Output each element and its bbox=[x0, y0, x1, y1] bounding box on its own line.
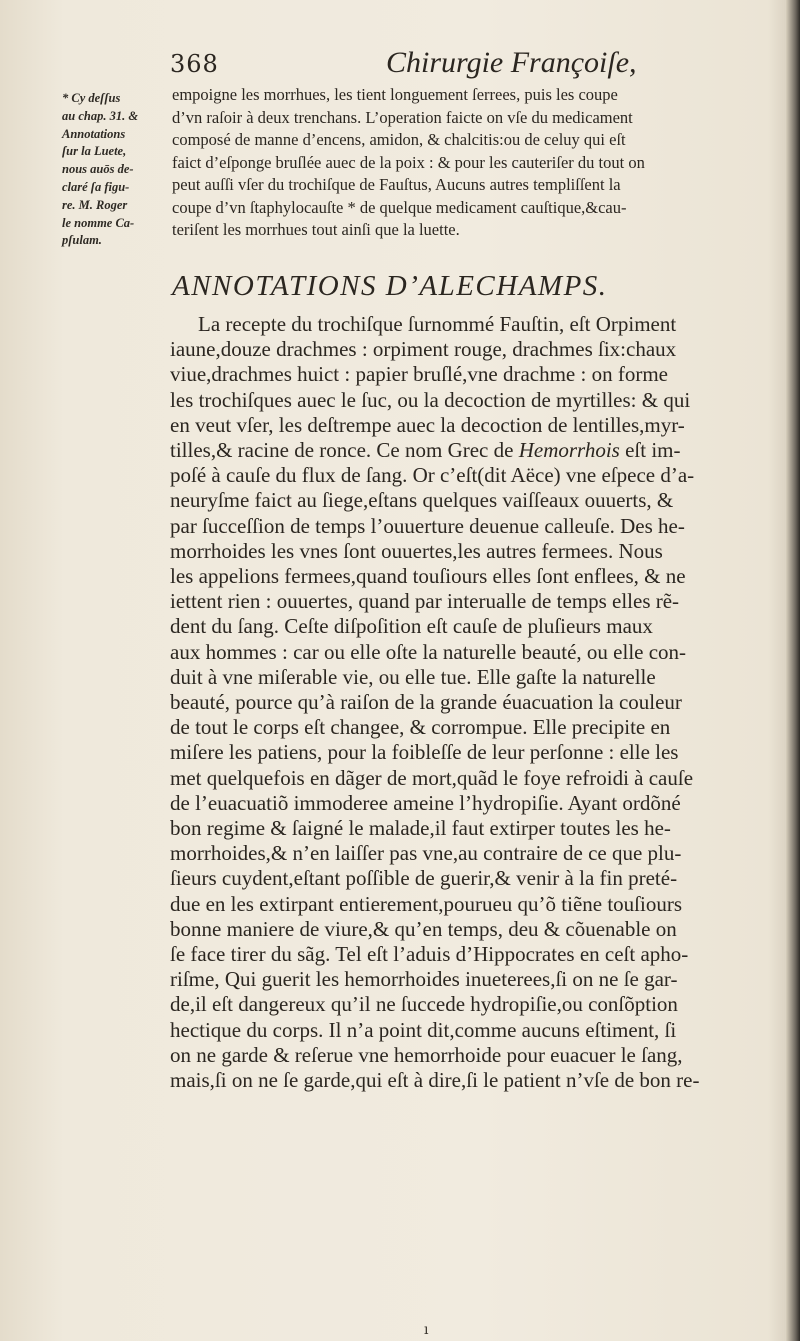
text-line: bonne maniere de viure,& qu’en temps, deu & cõuenable on bbox=[170, 916, 677, 941]
text-line: coupe d’vn ſtaphylocauſte * de quelque medicament cauſtique,&cau- bbox=[172, 197, 627, 217]
text-line: dent du ſang. Ceſte diſpoſition eſt cauſe de pluſieurs maux bbox=[170, 614, 653, 639]
text-line: iaune,douze drachmes : orpiment rouge, drachmes ſix:chaux bbox=[170, 337, 677, 362]
top-paragraph bbox=[172, 84, 772, 242]
text-line: poſé à cauſe du flux de ſang. Or c’eſt(dit Aëce) vne eſpece d’a- bbox=[170, 463, 695, 488]
text-line: ſe face tirer du sãg. Tel eſt l’aduis d’Hippocrates en ceſt apho- bbox=[170, 942, 689, 967]
main-paragraph bbox=[170, 312, 780, 1093]
margin-note-line: Annotations bbox=[62, 126, 126, 141]
italic-word: Hemorrhois bbox=[518, 438, 620, 463]
margin-note-line: pſulam. bbox=[62, 233, 102, 248]
margin-note-line: nous auōs de- bbox=[62, 162, 134, 177]
text-line: de l’euacuatiõ immoderee ameine l’hydropiſie. Ayant ordõné bbox=[170, 790, 681, 815]
running-head: Chirurgie Françoiſe, bbox=[386, 46, 637, 79]
text-line: les appelions fermees,quand touſiours elles ſont enflees, & ne bbox=[170, 564, 686, 589]
text-line: riſme, Qui guerit les hemorrhoides inueterees,ſi on ne ſe gar- bbox=[170, 967, 678, 992]
page-header bbox=[170, 46, 770, 86]
page-number: 368 bbox=[170, 50, 219, 78]
text-line: en veut vſer, les deſtrempe auec la decoction de lentilles,myr- bbox=[170, 412, 685, 437]
text-line: mais,ſi on ne ſe garde,qui eſt à dire,ſi le patient n’vſe de bon re- bbox=[170, 1068, 700, 1093]
text-line: aux hommes : car ou elle oſte la naturelle beauté, ou elle con- bbox=[170, 639, 687, 664]
margin-note-line: le nomme Ca- bbox=[62, 215, 135, 230]
text-line: morrhoides les vnes ſont ouuertes,les autres fermees. Nous bbox=[170, 538, 663, 563]
text-line: on ne garde & reſerue vne hemorrhoide pour euacuer le ſang, bbox=[170, 1042, 683, 1067]
text-line: teriſent les morrhues tout ainſi que la luette. bbox=[172, 220, 460, 239]
text-line: viue,drachmes huict : papier bruſlé,vne drachme : on forme bbox=[170, 362, 668, 387]
text-line: iettent rien : ouuertes, quand par interualle de temps elles rẽ- bbox=[170, 589, 680, 614]
text-line: bon regime & ſaigné le malade,il faut extirper toutes les he- bbox=[170, 816, 671, 841]
text-line: les trochiſques auec le ſuc, ou la decoction de myrtilles: & qui bbox=[170, 387, 691, 412]
margin-note-line: re. M. Roger bbox=[62, 197, 128, 212]
text-line: due en les extirpant entierement,pourueu qu’õ tiẽne touſiours bbox=[170, 891, 683, 916]
text-line: faict d’eſponge bruſlée auec de la poix : & pour les cauteriſer du tout on bbox=[172, 152, 645, 172]
text-line: composé de manne d’encens, amidon, & chalcitis:ou de celuy qui eſt bbox=[172, 130, 626, 149]
text-line: La recepte du trochiſque ſurnommé Fauſtin, eſt Orpiment bbox=[198, 312, 677, 336]
margin-note-line: ſur la Luete, bbox=[62, 144, 127, 159]
text-line: de,il eſt dangereux qu’il ne ſuccede hydropiſie,ou conſõption bbox=[170, 992, 678, 1017]
margin-note-line: au chap. 31. & bbox=[62, 108, 139, 123]
text-line: beauté, pource qu’à raiſon de la grande éuacuation la couleur bbox=[170, 690, 682, 715]
text-line: ſieurs cuydent,eſtant poſſible de guerir,& venir à la fin preté- bbox=[170, 866, 678, 891]
margin-notes bbox=[62, 90, 168, 250]
text-line: de tout le corps eſt changee, & corrompue. Elle precipite en bbox=[170, 715, 671, 740]
text-line: par ſucceſſion de temps l’ouuerture deuenue calleuſe. Des he- bbox=[170, 513, 685, 538]
text-line: morrhoides,& n’en laiſſer pas vne,au contraire de ce que plu- bbox=[170, 841, 682, 866]
text-line: duit à vne miſerable vie, ou elle tue. Elle gaſte la naturelle bbox=[170, 664, 656, 689]
margin-note-line: claré ſa figu- bbox=[62, 179, 130, 194]
footer-mark: ı bbox=[424, 1322, 429, 1338]
text-line: miſere les patiens, pour la foibleſſe de leur perſonne : elle les bbox=[170, 740, 679, 765]
text-line-end: eſt im- bbox=[619, 438, 681, 463]
text-line: peut auſſi vſer du trochiſque de Fauſtus, Aucuns autres templiſſent la bbox=[172, 175, 621, 194]
text-line bbox=[170, 438, 780, 463]
margin-note-line: * Cy deſſus bbox=[62, 91, 121, 105]
text-line: hectique du corps. Il n’a point dit,comme aucuns eſtiment, ſi bbox=[170, 1017, 677, 1042]
text-line-start: tilles,& racine de ronce. Ce nom Grec de bbox=[170, 438, 519, 463]
text-line: neuryſme faict au ſiege,eſtans quelques vaiſſeaux ouuerts, & bbox=[170, 488, 674, 513]
text-line: d’vn raſoir à deux trenchans. L’operation faicte on vſe du medicament bbox=[172, 107, 633, 127]
text-line: empoigne les morrhues, les tient longuement ſerrees, puis les coupe bbox=[172, 85, 618, 104]
page-gutter-shadow bbox=[786, 0, 800, 1341]
text-line: met quelquefois en dãger de mort,quãd le foye refroidi à cauſe bbox=[170, 765, 694, 790]
section-heading: ANNOTATIONS D’ALECHAMPS. bbox=[172, 270, 608, 302]
